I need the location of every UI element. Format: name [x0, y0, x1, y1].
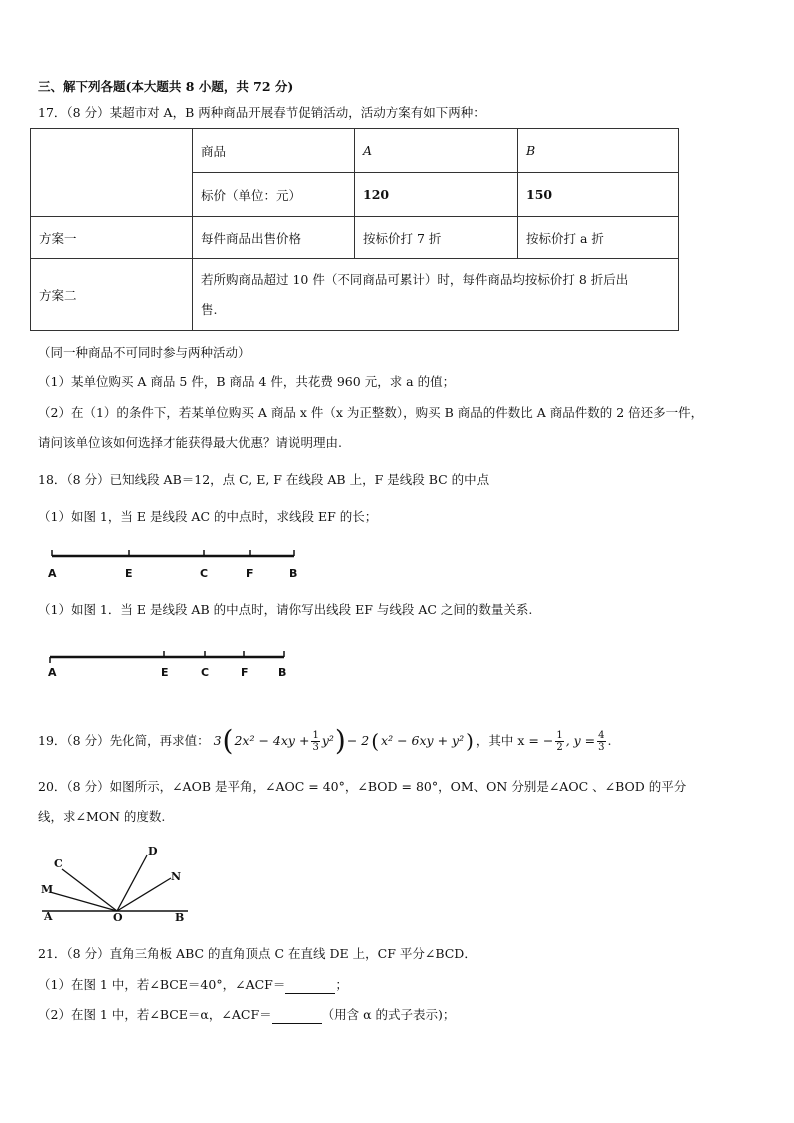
table-cell: [193, 259, 679, 331]
table-cell: 按标价打 7 折: [355, 217, 518, 259]
answer-blank: [285, 981, 335, 994]
frac-num: 1: [312, 729, 319, 741]
expr-minus-2: − 2: [346, 733, 370, 748]
fig-label-a: A: [44, 910, 53, 923]
table-cell: 方案一: [31, 217, 193, 259]
q18-part2: （1）如图 1．当 E 是线段 AB 的中点时，请你写出线段 EF 与线段 AC 之间的数量关系.: [38, 602, 533, 617]
q18-part1: （1）如图 1，当 E 是线段 AC 的中点时，求线段 EF 的长；: [38, 509, 378, 524]
ray-om: [50, 892, 117, 911]
fig1-label-a: A: [48, 567, 57, 580]
fig1-label-f: F: [246, 567, 254, 580]
q17-intro: 17．（8 分）某超市对 A，B 两种商品开展春节促销活动，活动方案有如下两种：: [38, 105, 486, 120]
q21-intro: 21．（8 分）直角三角板 ABC 的直角顶点 C 在直线 DE 上，CF 平分∠BCD．: [38, 946, 477, 961]
q17-part1: （1）某单位购买 A 商品 5 件，B 商品 4 件，共花费 960 元，求 a 的值；: [38, 374, 456, 389]
fig2-label-f: F: [241, 666, 249, 679]
frac-den: 3: [598, 741, 605, 753]
q21-part2-end: （用含 α 的式子表示)；: [321, 1007, 456, 1022]
segment-figure-1: [46, 548, 306, 568]
table-cell: 按标价打 a 折: [518, 217, 679, 259]
q21-part1: [38, 976, 348, 994]
q17-part2-line2: 请问该单位该如何选择才能获得最大优惠？请说明理由.: [38, 435, 342, 450]
table-cell: A: [355, 129, 518, 173]
answer-blank: [272, 1011, 322, 1024]
ray-od: [117, 855, 147, 911]
table-cell: 150: [518, 173, 679, 217]
fig1-label-b: B: [289, 567, 298, 580]
q20-line2: 线，求∠MON 的度数.: [38, 809, 166, 824]
q17-note: （同一种商品不可同时参与两种活动）: [38, 345, 251, 360]
fig2-label-e: E: [161, 666, 169, 679]
fig-label-o: O: [113, 911, 123, 924]
table-cell: 120: [355, 173, 518, 217]
fig-label-n: N: [171, 870, 182, 883]
ray-on: [117, 878, 171, 911]
fig1-label-e: E: [125, 567, 133, 580]
fig-label-d: D: [148, 845, 158, 858]
fig2-label-c: C: [201, 666, 210, 679]
table-cell: 商品: [193, 129, 355, 173]
fraction-four-thirds: [597, 730, 605, 753]
q20-line1: 20．（8 分）如图所示，∠AOB 是平角，∠AOC = 40°，∠BOD = 80°，OM、ON 分别是∠AOC 、∠BOD 的平分: [38, 779, 687, 794]
table-cell: 每件商品出售价格: [193, 217, 355, 259]
table-cell: 标价（单位：元）: [193, 173, 355, 217]
fraction-one-third: [311, 730, 319, 753]
fig1-label-c: C: [200, 567, 209, 580]
fig2-label-b: B: [278, 666, 287, 679]
fig-label-c: C: [54, 857, 63, 870]
ray-oc: [62, 869, 117, 911]
q19-line: [38, 724, 612, 758]
paren-close-2: ): [466, 729, 474, 753]
fig2-label-a: A: [48, 666, 57, 679]
plan-two-line2: 售.: [201, 301, 218, 317]
fig-label-b: B: [175, 911, 185, 924]
frac-den: 3: [312, 741, 319, 753]
expr-term-2: y²: [321, 733, 334, 748]
paren-open-2: (: [371, 729, 380, 753]
q19-prefix: 19．（8 分）先化简，再求值：: [38, 733, 210, 748]
q17-part2-line1: （2）在（1）的条件下，若某单位购买 A 商品 x 件（x 为正整数），购买 B 商品的件数比 A 商品件数的 2 倍还多一件，: [38, 405, 704, 420]
q21-part1-text: （1）在图 1 中，若∠BCE＝40°，∠ACF＝: [38, 977, 286, 992]
expr-term-1: 2x² − 4xy +: [234, 733, 310, 748]
q19-cond-mid: , y =: [565, 733, 596, 748]
paren-open: (: [222, 724, 234, 757]
q19-cond-prefix: ，其中 x = −: [475, 733, 554, 748]
section-heading: 三、解下列各题(本大题共 8 小题，共 72 分): [38, 79, 294, 94]
q19-cond-end: .: [607, 733, 612, 748]
frac-den: 2: [556, 741, 563, 753]
frac-num: 4: [598, 729, 605, 741]
segment-figure-2: [44, 650, 304, 670]
fraction-one-half: [555, 730, 563, 753]
table-cell: 方案二: [31, 259, 193, 331]
fig-label-m: M: [41, 883, 54, 896]
promotion-table: [30, 128, 679, 331]
q18-intro: 18．（8 分）已知线段 AB＝12，点 C, E, F 在线段 AB 上，F 是线段 BC 的中点: [38, 472, 490, 487]
expr-coeff-3: 3: [213, 733, 222, 748]
plan-two-line1: 若所购商品超过 10 件（不同商品可累计）时，每件商品均按标价打 8 折后出: [201, 271, 629, 287]
expr-term-3: x² − 6xy + y²: [381, 733, 465, 748]
table-cell: B: [518, 129, 679, 173]
q21-part2: [38, 1006, 455, 1024]
frac-num: 1: [556, 729, 563, 741]
q21-part1-end: ；: [335, 977, 348, 992]
paren-close: ): [334, 724, 346, 757]
angle-figure: [40, 840, 210, 920]
q21-part2-text: （2）在图 1 中，若∠BCE＝α，∠ACF＝: [38, 1007, 272, 1022]
table-corner-cell: [31, 129, 193, 217]
